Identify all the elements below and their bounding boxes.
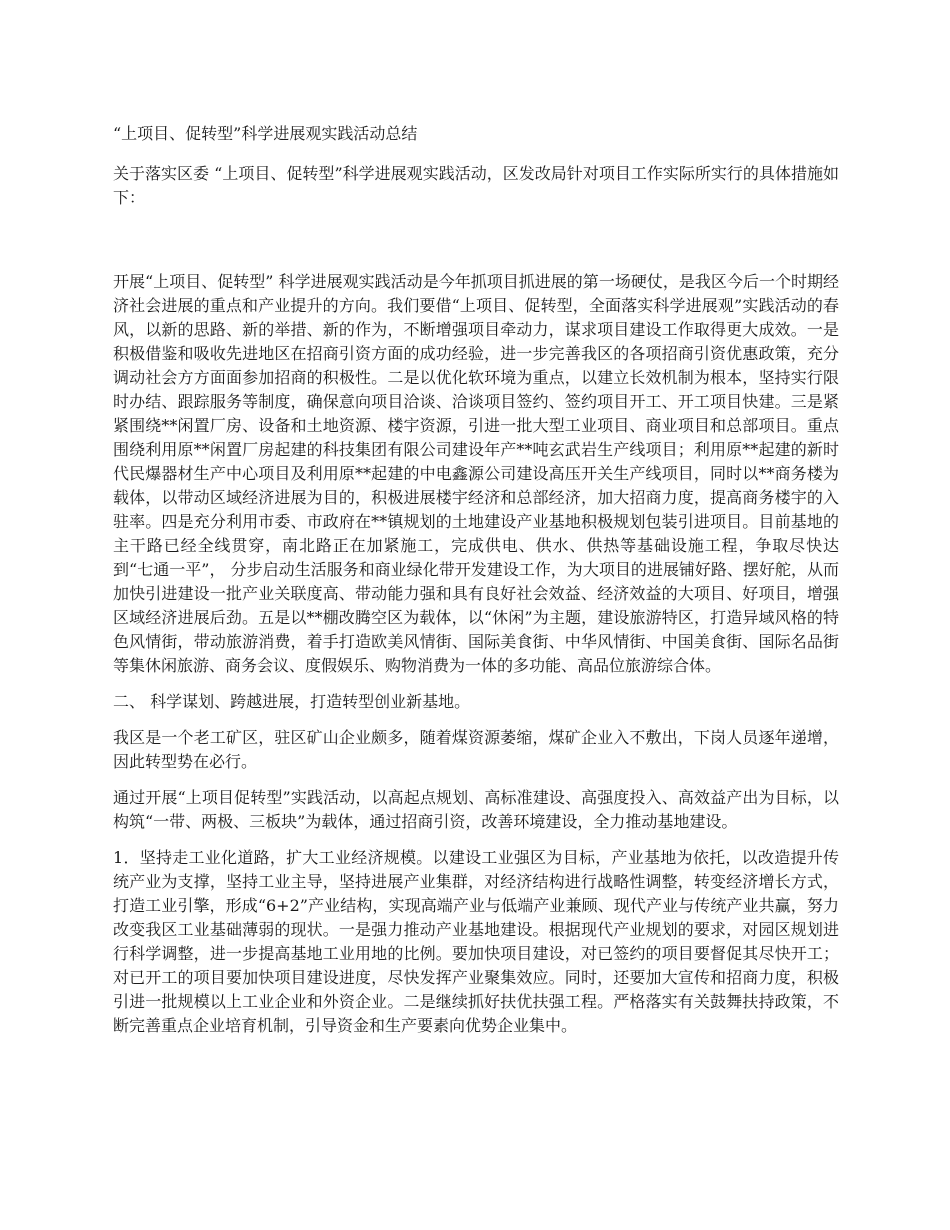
intro-paragraph: 关于落实区委 “上项目、促转型”科学进展观实践活动，区发改局针对项目工作实际所实行的具体措施如下： [113, 164, 839, 207]
section-heading-2: 二、 科学谋划、跨越进展，打造转型创业新基地。 [113, 692, 471, 711]
document-title: “上项目、促转型”科学进展观实践活动总结 [113, 124, 418, 143]
document-page [113, 122, 839, 1050]
body-paragraph-1: 开展“上项目、促转型” 科学进展观实践活动是今年抓项目抓进展的第一场硬仗，是我区今后一个时期经济社会进展的重点和产业提升的方向。我们要借“上项目、促转型，全面落实科学进展观”实践活动的春风，以新的思路、新的举措、新的作为，不断增强项目牵动力，谋求项目建设工作取得更大成效。一是积极借鉴和吸收先进地区在招商引资方面的成功经验，进一步完善我区的各项招商引资优惠政策，充分调动社会方方面面参加招商的积极性。二是以优化软环境为重点，以建立长效机制为根本，坚持实行限时办结、跟踪服务等制度，确保意向项目洽谈、洽谈项目签约、签约项目开工、开工项目快建。三是紧紧围绕**闲置厂房、设备和土地资源、楼宇资源，引进一批大型工业项目、商业项目和总部项目。重点围绕利用原**闲置厂房起建的科技集团有限公司建设年产**吨玄武岩生产线项目；利用原**起建的新时代民爆器材生产中心项目及利用原**起建的中电鑫源公司建设高压开关生产线项目，同时以**商务楼为载体，以带动区域经济进展为目的，积极进展楼宇经济和总部经济，加大招商力度，提高商务楼宇的入驻率。四是充分利用市委、市政府在**镇规划的土地建设产业基地积极规划包装引进项目。目前基地的主干路已经全线贯穿，南北路正在加紧施工，完成供电、供水、供热等基础设施工程，争取尽快达到“七通一平”， 分步启动生活服务和商业绿化带开发建设工作，为大项目的进展铺好路、摆好舵，从而加快引进建设一批产业关联度高、带动能力强和具有良好社会效益、经济效益的大项目、好项目，增强区域经济进展后劲。五是以**棚改腾空区为载体，以“休闲”为主题，建设旅游特区，打造异域风格的特色风情街，带动旅游消费，着手打造欧美风情街、国际美食街、中华风情街、中国美食街、国际名品街等集休闲旅游、商务会议、度假娱乐、购物消费为一体的多功能、高品位旅游综合体。 [113, 272, 839, 675]
body-paragraph-4: 1．坚持走工业化道路，扩大工业经济规模。以建设工业强区为目标，产业基地为依托，以改造提升传统产业为支撑，坚持工业主导，坚持进展产业集群，对经济结构进行战略性调整，转变经济增长方式，打造工业引擎，形成“6+2”产业结构，实现高端产业与低端产业兼顾、现代产业与传统产业共赢，努力改变我区工业基础薄弱的现状。一是强力推动产业基地建设。根据现代产业规划的要求，对园区规划进行科学调整，进一步提高基地工业用地的比例。要加快项目建设，对已签约的项目要督促其尽快开工；对已开工的项目要加快项目建设进度，尽快发挥产业聚集效应。同时，还要加大宣传和招商力度，积极引进一批规模以上工业企业和外资企业。二是继续抓好扶优扶强工程。严格落实有关鼓舞扶持政策，不断完善重点企业培育机制，引导资金和生产要素向优势企业集中。 [113, 848, 839, 1035]
body-paragraph-2: 我区是一个老工矿区，驻区矿山企业颇多，随着煤资源萎缩，煤矿企业入不敷出，下岗人员逐年递增，因此转型势在必行。 [113, 728, 839, 771]
body-paragraph-3: 通过开展“上项目促转型”实践活动，以高起点规划、高标准建设、高强度投入、高效益产出为目标，以构筑“一带、两极、三板块”为载体，通过招商引资，改善环境建设，全力推动基地建设。 [113, 788, 839, 831]
